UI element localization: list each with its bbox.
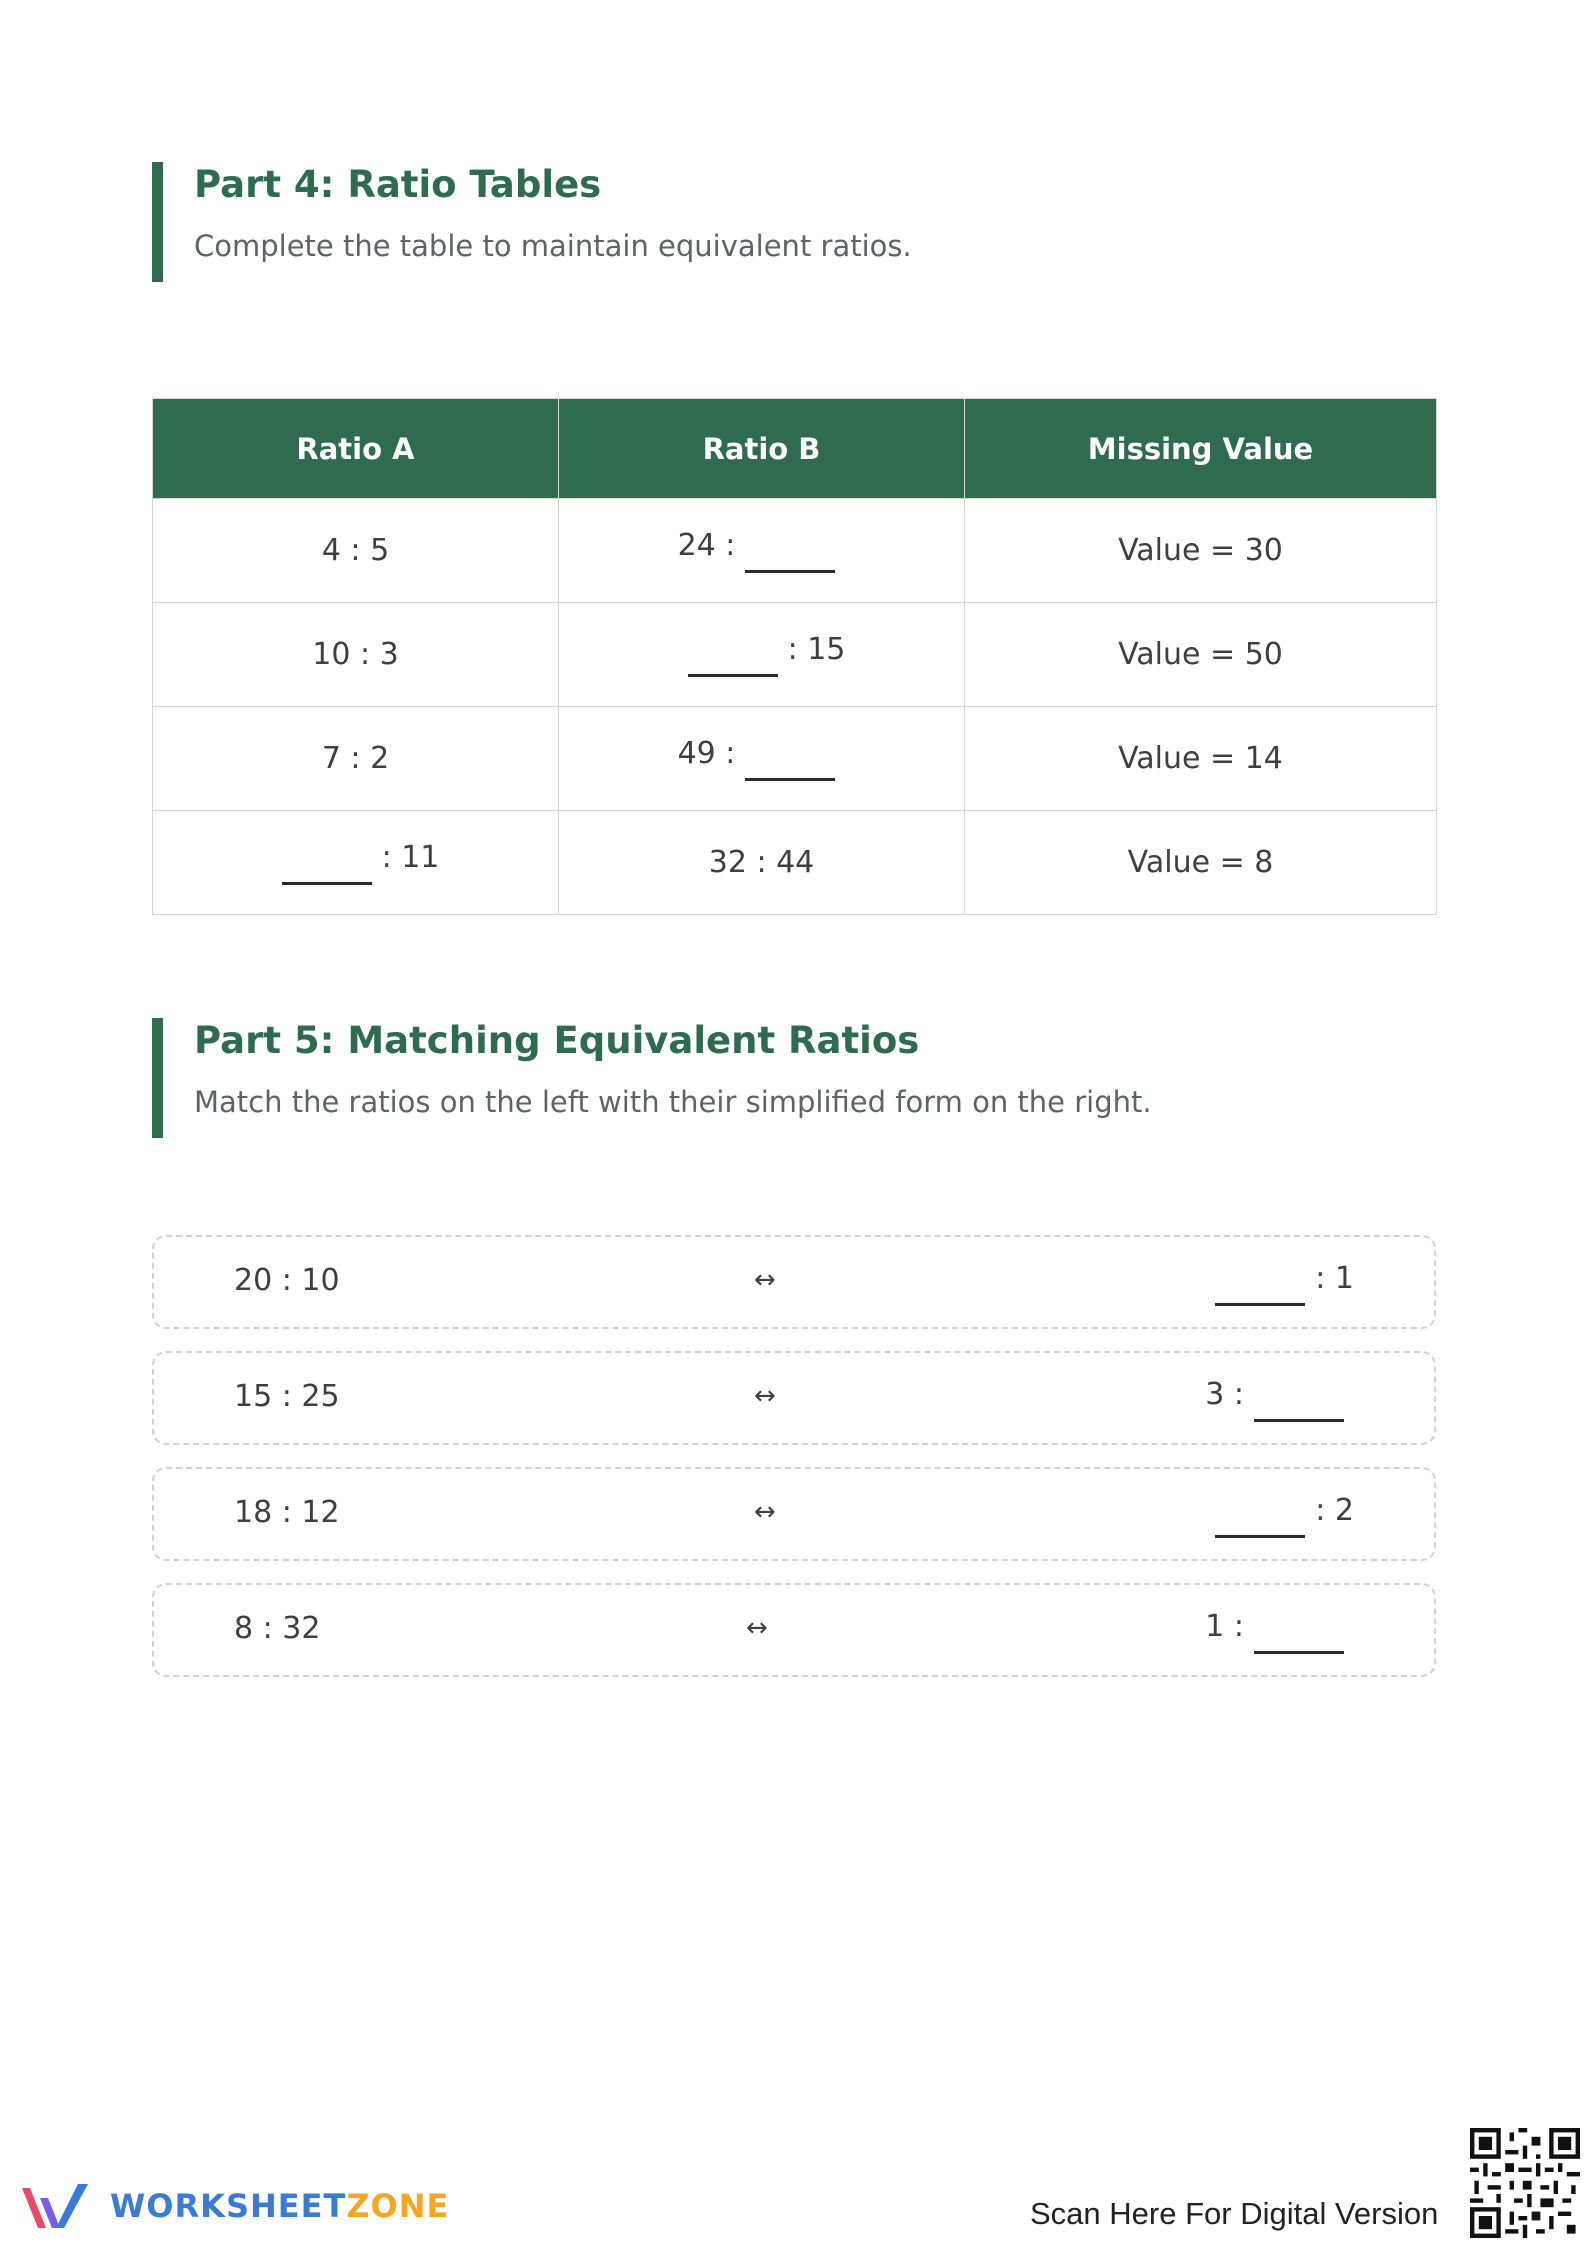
match-right-ratio	[1205, 1609, 1354, 1654]
answer-blank[interactable]	[1254, 1419, 1344, 1422]
ratio-b-cell	[559, 603, 965, 707]
answer-blank[interactable]	[745, 570, 835, 573]
scan-caption: Scan Here For Digital Version	[1030, 2196, 1439, 2231]
match-left-ratio: 8 : 32	[234, 1611, 321, 1646]
ratio-table	[152, 398, 1437, 915]
missing-value-cell: Value = 8	[965, 811, 1437, 915]
ratio-a-text: 7 : 2	[321, 741, 390, 776]
missing-value-cell: Value = 50	[965, 603, 1437, 707]
ratio-a-text: 4 : 5	[321, 533, 390, 568]
double-arrow-icon: ↔	[754, 1381, 776, 1411]
table-row	[153, 811, 1437, 915]
header-ratio-b: Ratio B	[559, 399, 965, 499]
header-missing-value: Missing Value	[965, 399, 1437, 499]
ratio-b-cell	[559, 811, 965, 915]
table-header-row	[153, 399, 1437, 499]
double-arrow-icon: ↔	[746, 1613, 768, 1643]
table-row	[153, 707, 1437, 811]
worksheetzone-logo	[16, 2178, 449, 2234]
match-row	[152, 1467, 1436, 1561]
match-right-prefix: 3 :	[1205, 1377, 1244, 1412]
answer-blank[interactable]	[688, 674, 778, 677]
part4-title: Part 4: Ratio Tables	[194, 163, 602, 206]
ratio-a-text: : 11	[381, 840, 440, 875]
ratio-a-cell	[153, 707, 559, 811]
missing-value-cell: Value = 30	[965, 499, 1437, 603]
w-logo-icon	[16, 2178, 102, 2234]
part5-header	[152, 1018, 1432, 1138]
table-row	[153, 603, 1437, 707]
match-right-suffix: : 2	[1315, 1493, 1354, 1528]
ratio-b-text: 49 :	[677, 736, 736, 771]
ratio-a-cell	[153, 603, 559, 707]
match-right-suffix: : 1	[1315, 1261, 1354, 1296]
ratio-a-text: 10 : 3	[312, 637, 399, 672]
part4-subtitle: Complete the table to maintain equivalent ratios.	[194, 229, 912, 263]
ratio-b-text: : 15	[787, 632, 846, 667]
answer-blank[interactable]	[745, 778, 835, 781]
brand-name: WORKSHEETZONE	[110, 2187, 450, 2225]
ratio-a-cell	[153, 811, 559, 915]
match-right-ratio	[1205, 1493, 1354, 1538]
ratio-b-text: 32 : 44	[708, 845, 815, 880]
part4-header	[152, 162, 1432, 282]
match-right-prefix: 1 :	[1205, 1609, 1244, 1644]
missing-value-cell: Value = 14	[965, 707, 1437, 811]
match-row	[152, 1583, 1436, 1677]
match-left-ratio: 20 : 10	[234, 1263, 340, 1298]
ratio-b-text: 24 :	[677, 528, 736, 563]
answer-blank[interactable]	[1215, 1303, 1305, 1306]
double-arrow-icon: ↔	[754, 1265, 776, 1295]
table-row	[153, 499, 1437, 603]
header-ratio-a: Ratio A	[153, 399, 559, 499]
ratio-a-cell	[153, 499, 559, 603]
qr-code-icon[interactable]	[1470, 2128, 1580, 2238]
ratio-b-cell	[559, 499, 965, 603]
matching-list	[152, 1235, 1436, 1699]
match-row	[152, 1235, 1436, 1329]
match-left-ratio: 15 : 25	[234, 1379, 340, 1414]
part5-subtitle: Match the ratios on the left with their simplified form on the right.	[194, 1085, 1152, 1119]
part5-title: Part 5: Matching Equivalent Ratios	[194, 1019, 920, 1062]
answer-blank[interactable]	[1215, 1535, 1305, 1538]
match-right-ratio	[1205, 1377, 1354, 1422]
match-right-ratio	[1205, 1261, 1354, 1306]
match-row	[152, 1351, 1436, 1445]
ratio-b-cell	[559, 707, 965, 811]
answer-blank[interactable]	[1254, 1651, 1344, 1654]
match-left-ratio: 18 : 12	[234, 1495, 340, 1530]
double-arrow-icon: ↔	[754, 1497, 776, 1527]
answer-blank[interactable]	[282, 882, 372, 885]
